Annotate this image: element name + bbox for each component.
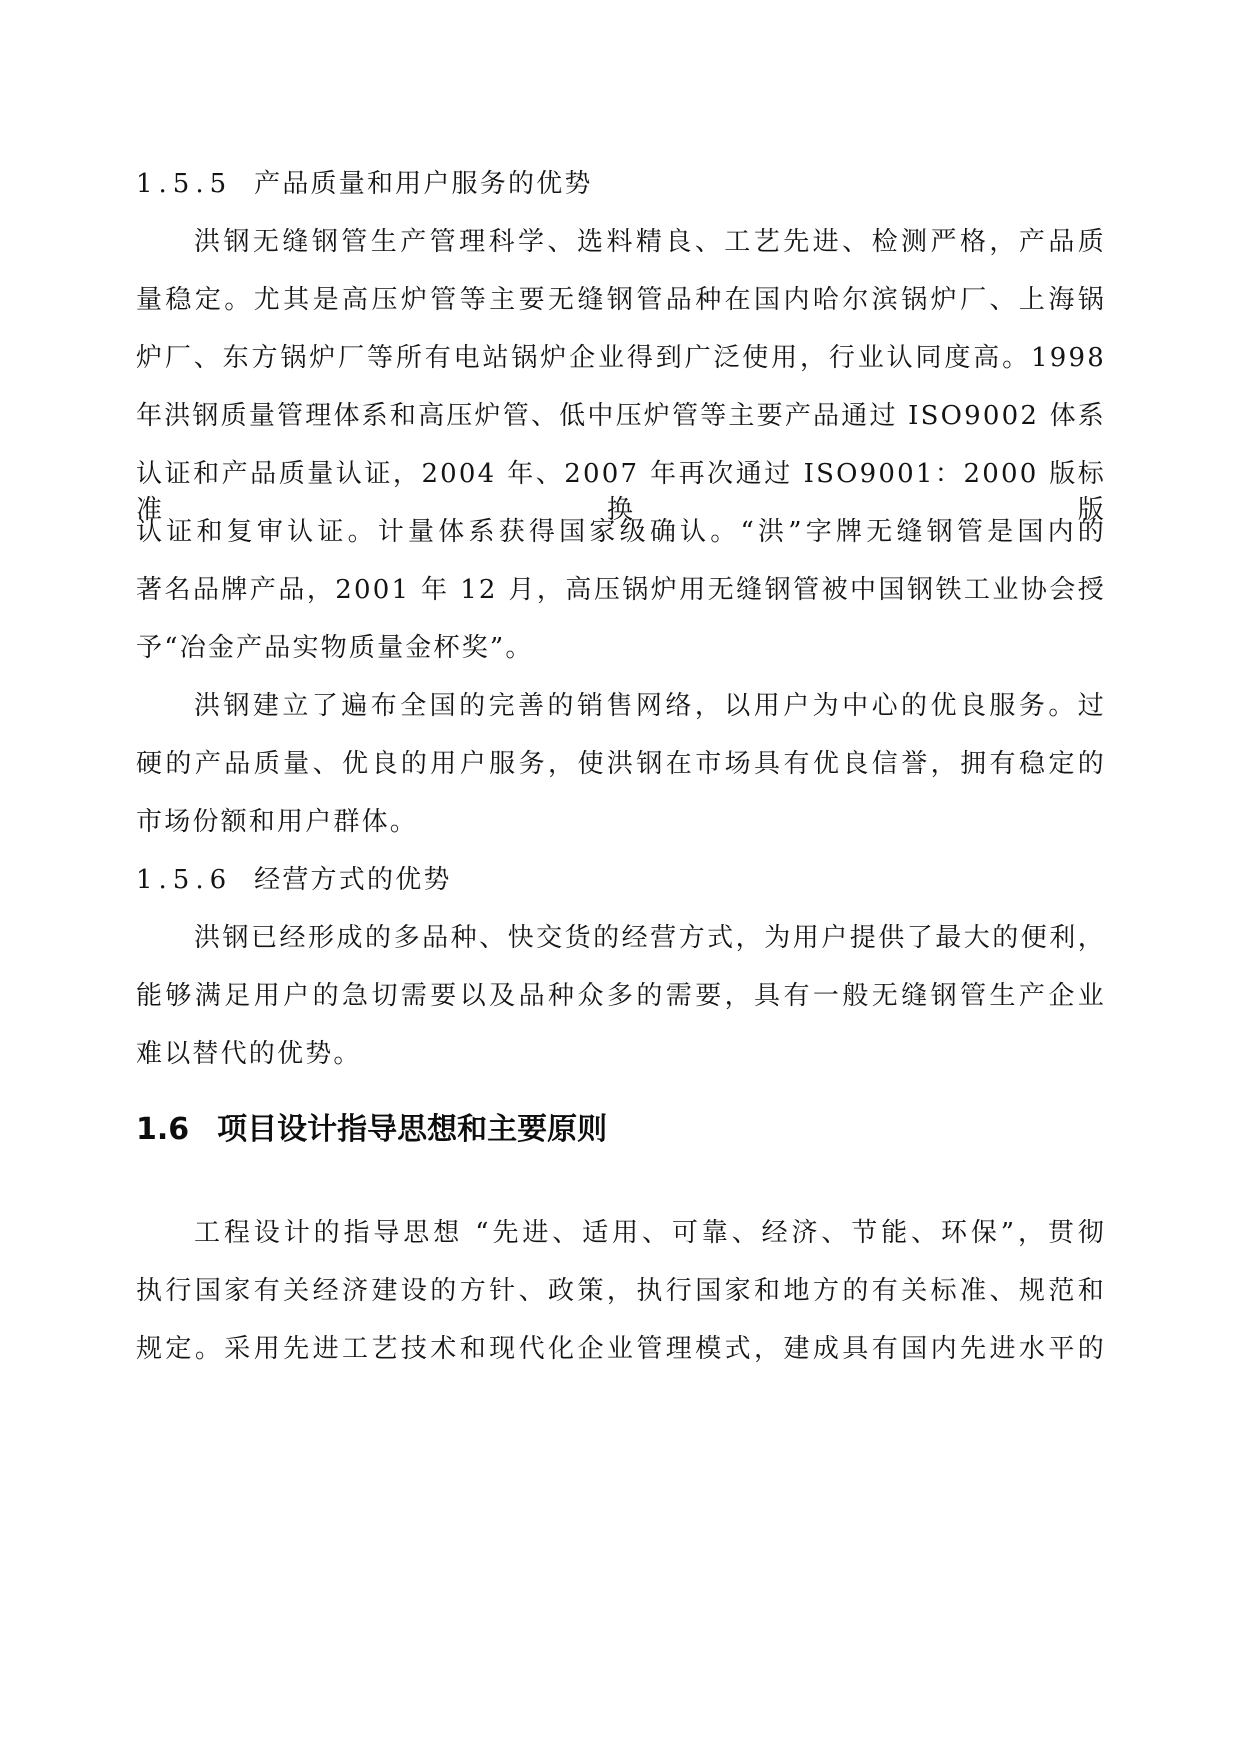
heading-number: 1.6 <box>136 1112 190 1147</box>
paragraph-line: 认证和复审认证。计量体系获得国家级确认。“洪”字牌无缝钢管是国内的 <box>136 517 1106 547</box>
paragraph-line: 量稳定。尤其是高压炉管等主要无缝钢管品种在国内哈尔滨锅炉厂、上海锅 <box>136 285 1106 315</box>
subheading-number: 1.5.6 <box>136 865 233 895</box>
paragraph-line: 著名品牌产品，2001 年 12 月，高压锅炉用无缝钢管被中国钢铁工业协会授 <box>136 575 1106 605</box>
subheading-1-5-6 <box>136 862 1106 898</box>
paragraph-line: 硬的产品质量、优良的用户服务，使洪钢在市场具有优良信誉，拥有稳定的 <box>136 749 1106 779</box>
subheading-title: 经营方式的优势 <box>254 865 452 895</box>
paragraph-line: 洪钢建立了遍布全国的完善的销售网络，以用户为中心的优良服务。过 <box>194 691 1106 721</box>
paragraph-line: 执行国家有关经济建设的方针、政策，执行国家和地方的有关标准、规范和 <box>136 1276 1106 1306</box>
heading-title: 项目设计指导思想和主要原则 <box>217 1112 608 1147</box>
paragraph-line: 予“冶金产品实物质量金杯奖”。 <box>136 633 534 663</box>
paragraph-line: 认证和产品质量认证，2004 年、2007 年再次通过 ISO9001：2000 版标准换版 <box>136 459 1106 525</box>
paragraph-line: 规定。采用先进工艺技术和现代化企业管理模式，建成具有国内先进水平的 <box>136 1334 1106 1364</box>
paragraph-line: 洪钢已经形成的多品种、快交货的经营方式，为用户提供了最大的便利， <box>194 923 1106 953</box>
subheading-1-5-5 <box>136 166 1106 202</box>
paragraph-line: 年洪钢质量管理体系和高压炉管、低中压炉管等主要产品通过 ISO9002 体系 <box>136 401 1106 431</box>
subheading-title: 产品质量和用户服务的优势 <box>254 169 593 199</box>
subheading-number: 1.5.5 <box>136 169 233 199</box>
paragraph-line: 能够满足用户的急切需要以及品种众多的需要，具有一般无缝钢管生产企业 <box>136 981 1106 1011</box>
paragraph-line: 洪钢无缝钢管生产管理科学、选料精良、工艺先进、检测严格，产品质 <box>194 227 1106 257</box>
section-heading-1-6 <box>136 1110 607 1150</box>
paragraph-line: 炉厂、东方锅炉厂等所有电站锅炉企业得到广泛使用，行业认同度高。1998 <box>136 343 1106 373</box>
paragraph-line: 市场份额和用户群体。 <box>136 807 419 837</box>
paragraph-line: 工程设计的指导思想 “先进、适用、可靠、经济、节能、环保”，贯彻 <box>194 1218 1106 1248</box>
paragraph-line: 难以替代的优势。 <box>136 1039 362 1069</box>
